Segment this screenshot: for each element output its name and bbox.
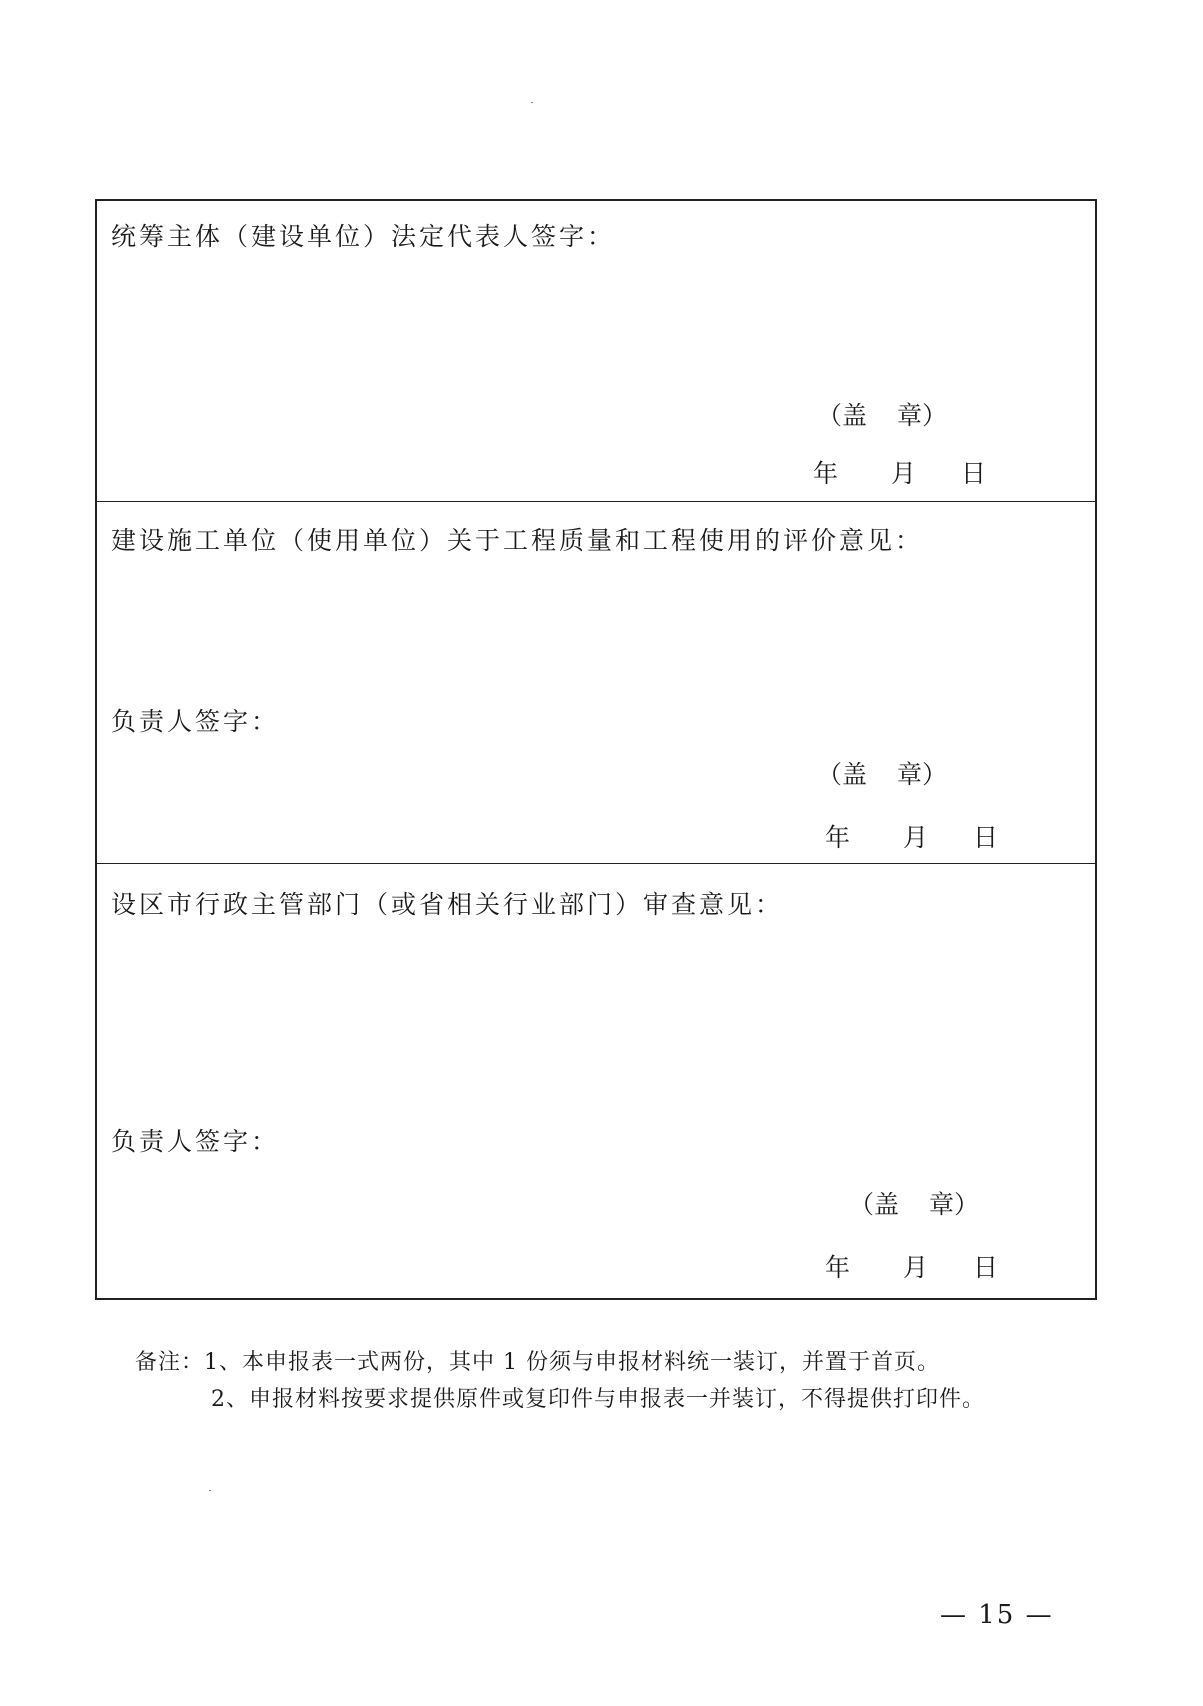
- department-review-heading: 设区市行政主管部门（或省相关行业部门）审查意见：: [111, 890, 784, 919]
- construction-unit-evaluation-heading: 建设施工单位（使用单位）关于工程质量和工程使用的评价意见：: [111, 526, 924, 555]
- legal-representative-heading: 统筹主体（建设单位）法定代表人签字：: [111, 222, 616, 251]
- page-number: — 15 —: [940, 1600, 1054, 1630]
- remark-line-1: 备注：1、本申报表一式两份，其中 1 份须与申报材料统一装订，并置于首页。: [135, 1350, 940, 1375]
- remark-line-2: 2、申报材料按要求提供原件或复印件与申报表一并装订，不得提供打印件。: [211, 1387, 985, 1412]
- scan-speck: [531, 102, 533, 103]
- remarks: [135, 1344, 985, 1418]
- approval-form-table: [95, 199, 1097, 1300]
- date-line: 年 月 日: [813, 459, 990, 488]
- seal-mark: （盖 章）: [817, 401, 948, 430]
- seal-mark: （盖 章）: [817, 760, 948, 789]
- responsible-person-signature-label: 负责人签字：: [111, 1127, 280, 1156]
- construction-unit-evaluation-section: [97, 501, 1095, 863]
- department-review-section: [97, 863, 1095, 1298]
- responsible-person-signature-label: 负责人签字：: [111, 707, 280, 736]
- date-line: 年 月 日: [825, 823, 1002, 852]
- date-line: 年 月 日: [825, 1253, 1002, 1282]
- scan-speck: [209, 1490, 211, 1491]
- seal-mark: （盖 章）: [849, 1190, 980, 1219]
- legal-representative-section: [97, 201, 1095, 501]
